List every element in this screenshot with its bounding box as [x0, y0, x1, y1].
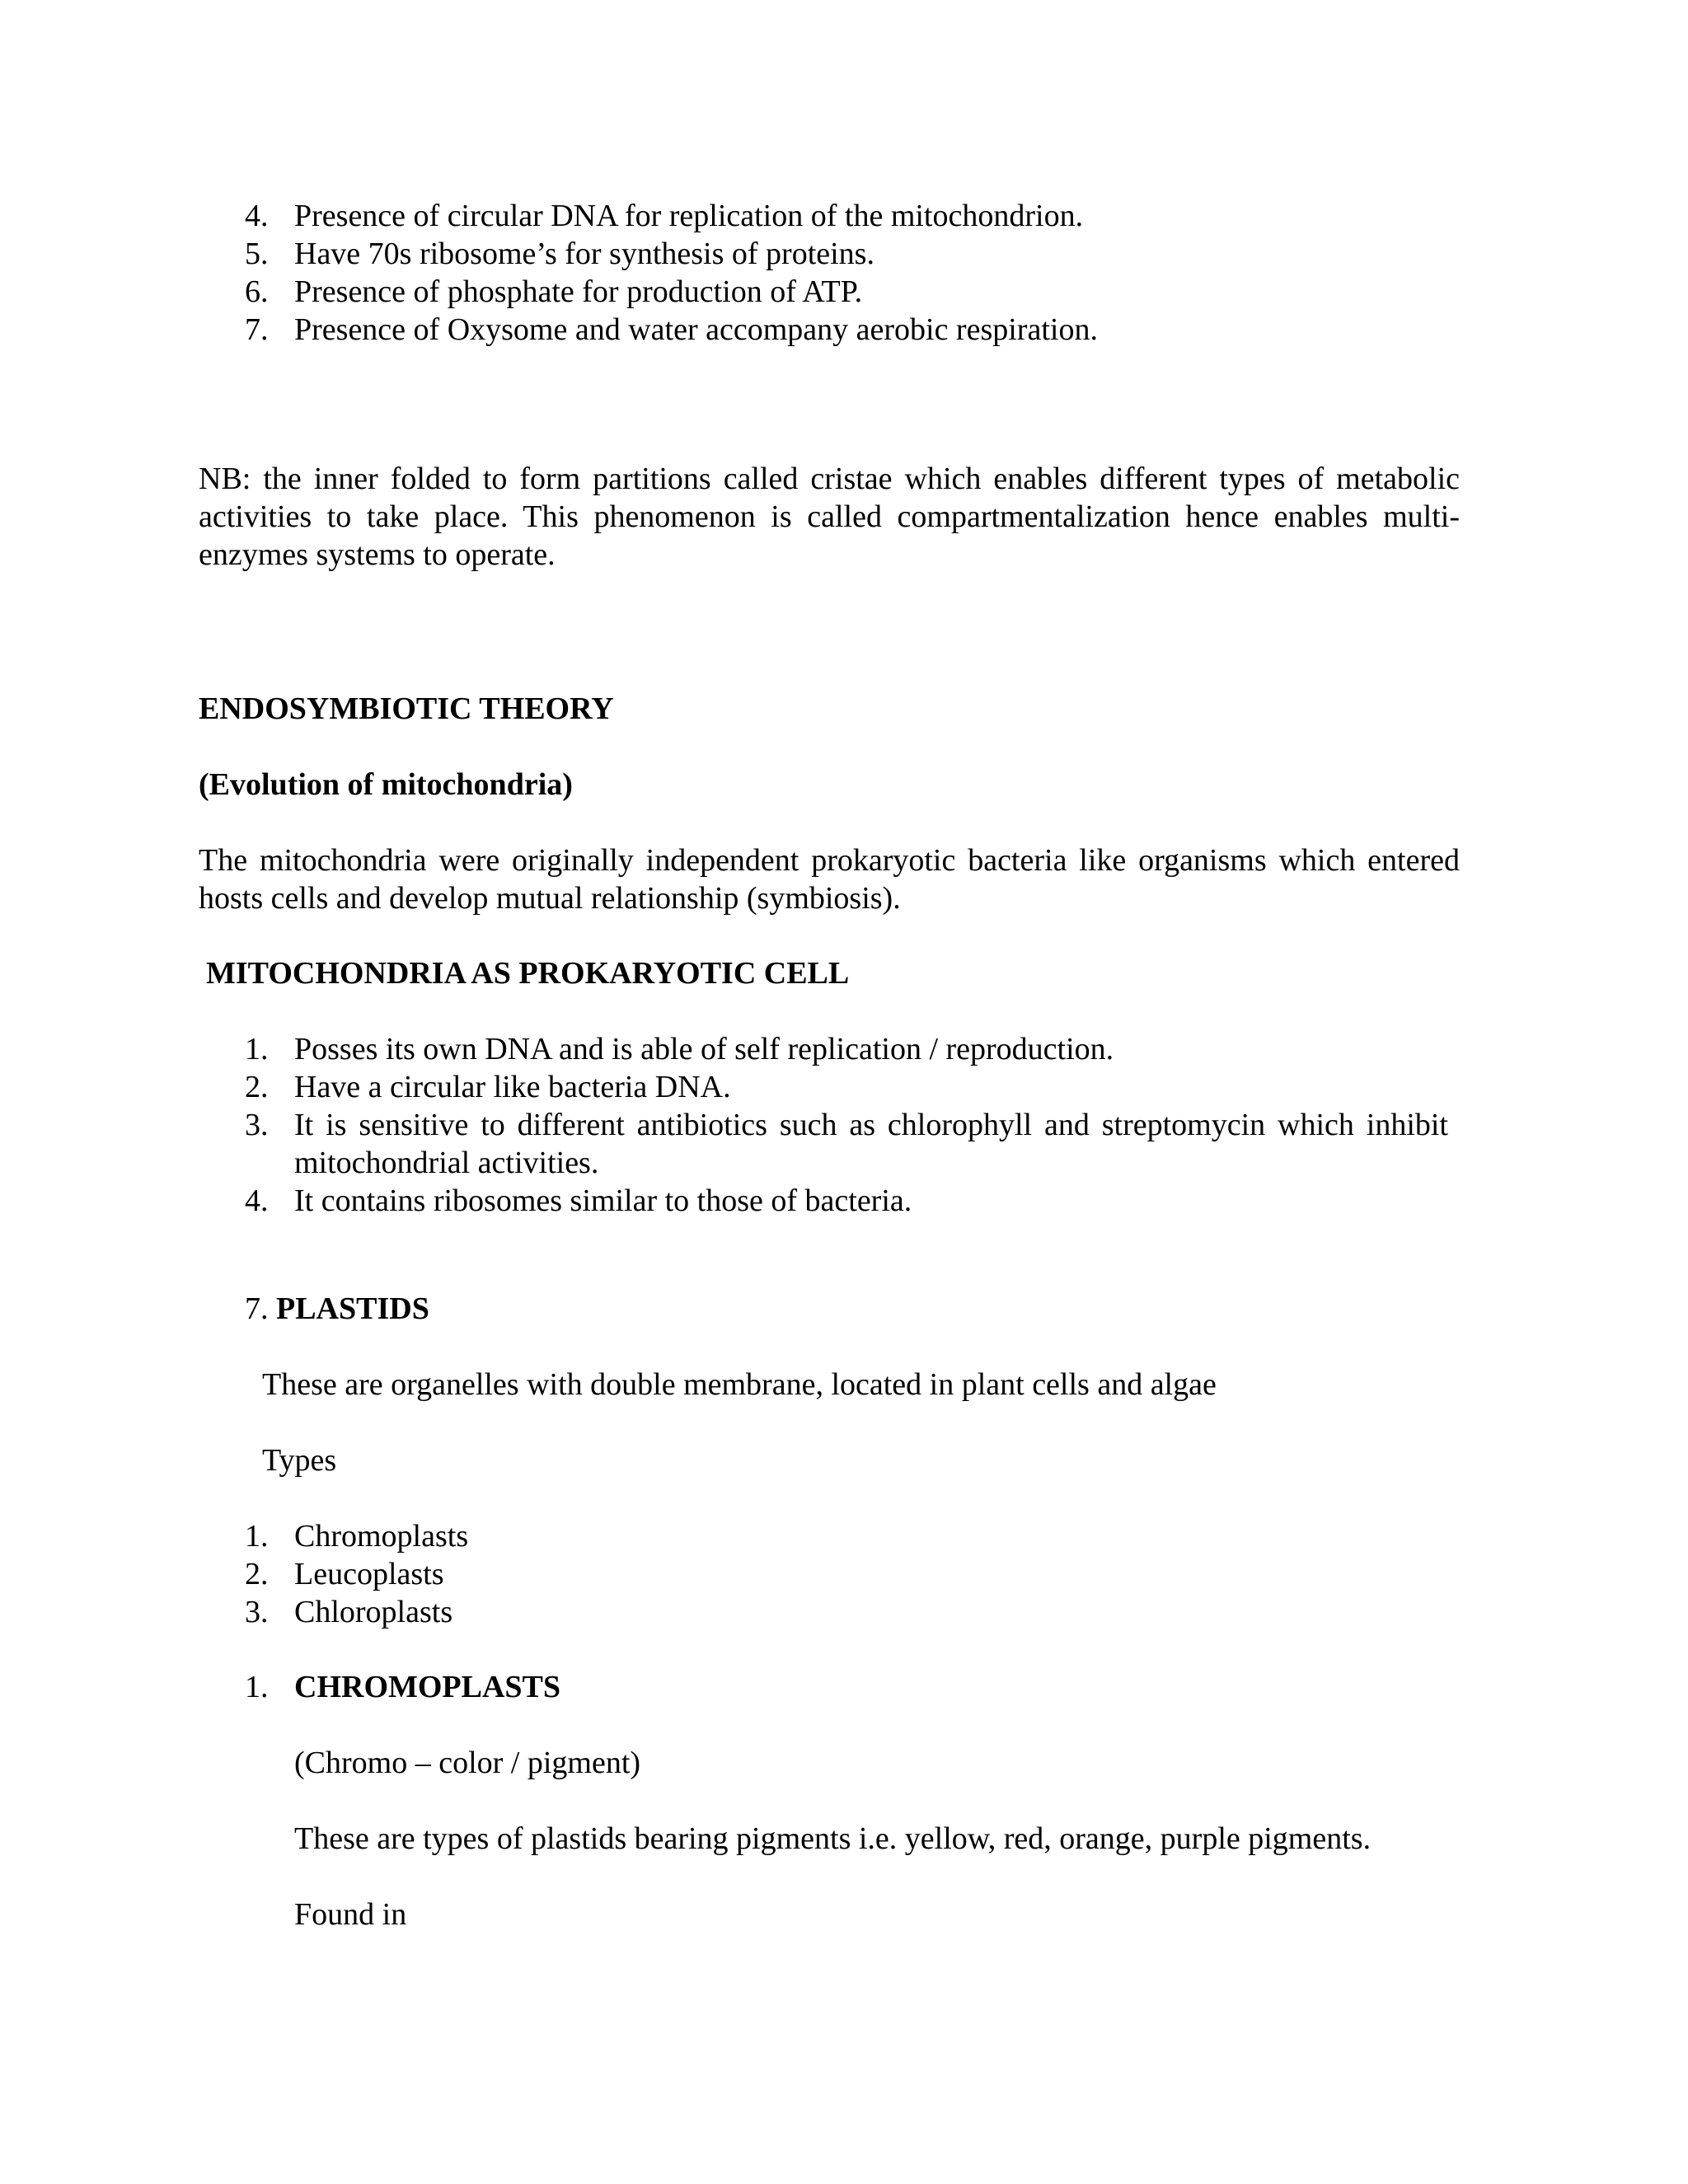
list-item: [0, 1182, 1688, 1220]
nb-paragraph: NB: the inner folded to form partitions called cristae which enables different types of metabolic activities to take place. This phenomenon is called compartmentalization hence enables multi-enzymes systems to operate.: [199, 462, 1460, 572]
list-item: [0, 197, 1688, 235]
list-item-text: Chromoplasts: [294, 1519, 469, 1554]
endosymbiotic-heading: ENDOSYMBIOTIC THEORY: [199, 691, 614, 726]
list-item-number: 1.: [245, 1032, 269, 1066]
list-item: [0, 235, 1688, 273]
mitochondria-features-list: [0, 197, 1688, 349]
list-item-number: 4.: [245, 1183, 269, 1218]
plastids-heading-number: 7.: [245, 1291, 269, 1326]
list-item-text: It is sensitive to different antibiotics such as chlorophyll and streptomycin which inhibit mitochondrial activities.: [294, 1108, 1448, 1180]
list-item-text: Leucoplasts: [294, 1557, 444, 1591]
list-item-number: 3.: [245, 1595, 269, 1629]
prokaryotic-list: [0, 1030, 1688, 1220]
types-label: Types: [262, 1443, 337, 1478]
list-item-text: Presence of phosphate for production of ATP.: [294, 274, 863, 309]
list-item-number: 6.: [245, 274, 269, 309]
list-item-text: Have a circular like bacteria DNA.: [294, 1070, 731, 1104]
list-item: [0, 1517, 1688, 1555]
plastids-heading: [245, 1290, 429, 1328]
list-item: [0, 1555, 1688, 1593]
list-item-text: Posses its own DNA and is able of self replication / reproduction.: [294, 1032, 1114, 1066]
list-item-number: 5.: [245, 237, 269, 271]
list-item: [0, 1030, 1688, 1068]
plastids-heading-text: PLASTIDS: [276, 1291, 429, 1326]
list-item-number: 2.: [245, 1070, 269, 1104]
endosymbiotic-paragraph: The mitochondria were originally independent prokaryotic bacteria like organisms which entered hosts cells and develop mutual relationship (symbiosis).: [199, 843, 1460, 916]
list-item: [0, 1593, 1688, 1631]
list-item: [0, 311, 1688, 349]
chromoplasts-found-in: Found in: [294, 1897, 407, 1932]
chromoplasts-etymology: (Chromo – color / pigment): [294, 1746, 641, 1780]
list-item: [0, 1106, 1688, 1182]
list-item-number: 2.: [245, 1557, 269, 1591]
endosymbiotic-subheading: (Evolution of mitochondria): [199, 767, 573, 802]
list-item-number: 7.: [245, 312, 269, 347]
list-item-number: 1.: [245, 1519, 269, 1554]
chromoplasts-heading-number: 1.: [245, 1670, 269, 1704]
chromoplasts-heading-text: CHROMOPLASTS: [294, 1670, 561, 1704]
list-item: [0, 1068, 1688, 1106]
chromoplasts-description: These are types of plastids bearing pigments i.e. yellow, red, orange, purple pigments.: [294, 1821, 1372, 1856]
chromoplasts-heading: [0, 1668, 1688, 1706]
plastid-types-list: [0, 1517, 1688, 1631]
prokaryotic-heading: MITOCHONDRIA AS PROKARYOTIC CELL: [206, 956, 850, 991]
plastids-intro: These are organelles with double membrane, located in plant cells and algae: [262, 1367, 1217, 1402]
list-item-text: Presence of Oxysome and water accompany aerobic respiration.: [294, 312, 1098, 347]
list-item-text: Presence of circular DNA for replication of the mitochondrion.: [294, 199, 1084, 233]
list-item-number: 4.: [245, 199, 269, 233]
list-item-text: Chloroplasts: [294, 1595, 453, 1629]
list-item-text: It contains ribosomes similar to those of bacteria.: [294, 1183, 912, 1218]
list-item: [0, 273, 1688, 311]
list-item-number: 3.: [245, 1108, 269, 1142]
list-item-text: Have 70s ribosome’s for synthesis of proteins.: [294, 237, 874, 271]
